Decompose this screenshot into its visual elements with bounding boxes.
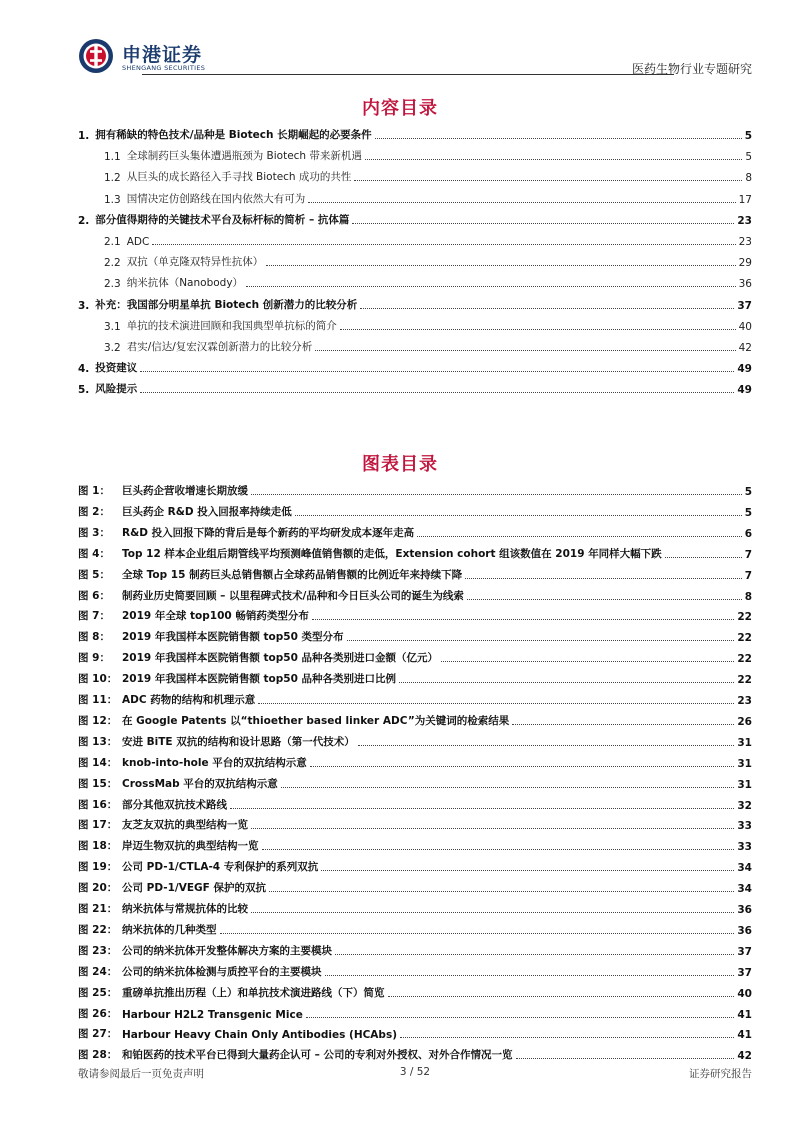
entry-leader	[315, 350, 735, 351]
figure-entry[interactable]	[78, 835, 752, 853]
toc-entry[interactable]	[78, 251, 752, 269]
entry-leader	[465, 578, 742, 579]
entry-leader	[262, 849, 735, 850]
figure-entry[interactable]	[78, 856, 752, 874]
entry-text: 公司 PD-1/VEGF 保护的双抗	[122, 882, 267, 895]
entry-text: 和铂医药的技术平台已得到大量药企认可 – 公司的专利对外授权、对外合作情况一览	[122, 1049, 513, 1062]
toc-entry[interactable]	[78, 124, 752, 142]
entry-leader	[360, 308, 734, 309]
entry-text: 友芝友双抗的典型结构一览	[122, 819, 248, 832]
entry-number: 2.3	[104, 278, 121, 291]
entry-leader	[375, 138, 742, 139]
entry-text: 岸迈生物双抗的典型结构一览	[122, 840, 259, 853]
entry-page: 8	[745, 172, 752, 185]
entry-leader	[306, 1017, 735, 1018]
entry-text: 君实/信达/复宏汉霖创新潜力的比较分析	[126, 341, 313, 353]
entry-leader	[467, 599, 742, 600]
toc-entry[interactable]	[78, 272, 752, 290]
entry-page: 31	[737, 736, 752, 749]
entry-page: 36	[737, 904, 752, 916]
entry-text: 公司 PD-1/CTLA-4 专利保护的系列双抗	[122, 861, 319, 874]
report-type: 医药生物行业专题研究	[631, 62, 752, 76]
entry-page: 36	[738, 278, 752, 291]
entry-text: 风险提示	[95, 383, 138, 396]
entry-page: 37	[737, 966, 752, 979]
entry-page: 49	[737, 384, 752, 397]
figure-entry[interactable]	[78, 1003, 752, 1021]
entry-leader	[321, 870, 734, 871]
entry-number: 图 9：	[78, 652, 110, 665]
entry-number: 2.1	[104, 236, 121, 248]
entry-page: 23	[737, 695, 752, 707]
entry-page: 40	[737, 987, 752, 1000]
entry-number: 图 19：	[78, 861, 118, 874]
figure-entry[interactable]	[78, 647, 752, 665]
logo-chinese-name: 申港证券	[122, 44, 203, 66]
entry-page: 33	[737, 841, 752, 854]
figure-entry[interactable]	[78, 564, 752, 582]
entry-leader	[281, 787, 735, 788]
figure-entry[interactable]	[78, 731, 752, 749]
entry-text: 全球 Top 15 制药巨头总销售额占全球药品销售额的比例近年来持续下降	[122, 568, 463, 581]
entry-number: 图 12：	[78, 714, 118, 727]
entry-leader	[251, 828, 734, 829]
entry-page: 5	[744, 486, 752, 498]
entry-page: 22	[737, 674, 752, 687]
entry-number: 图 23：	[78, 944, 118, 957]
toc-entry[interactable]	[78, 294, 752, 312]
entry-page: 42	[737, 1050, 752, 1063]
entry-text: 从巨头的成长路径入手寻找 Biotech 成功的共性	[126, 171, 352, 184]
entry-number: 1.	[78, 130, 90, 142]
entry-leader	[258, 703, 734, 704]
entry-leader	[230, 808, 734, 809]
entry-text: 公司的纳米抗体检测与质控平台的主要模块	[122, 965, 322, 978]
figure-entry[interactable]	[78, 585, 752, 603]
entry-leader	[347, 640, 735, 641]
toc-entry[interactable]	[78, 230, 752, 248]
toc-entry[interactable]	[78, 166, 752, 184]
entry-leader	[516, 1058, 735, 1059]
entry-page: 7	[744, 548, 752, 561]
entry-leader	[352, 223, 734, 224]
entry-number: 图 6：	[78, 589, 110, 602]
entry-page: 36	[737, 924, 752, 937]
entry-page: 23	[738, 236, 752, 248]
entry-number: 2.2	[104, 257, 121, 270]
entry-page: 8	[744, 590, 752, 603]
toc-entry[interactable]	[78, 378, 752, 396]
entry-leader	[335, 954, 734, 955]
entry-leader	[140, 392, 734, 393]
entry-leader	[310, 766, 735, 767]
figure-entry[interactable]	[78, 689, 752, 707]
entry-number: 图 8：	[78, 631, 110, 644]
disclaimer-note: 敬请参阅最后一页免责声明	[78, 1068, 204, 1080]
entry-page: 5	[744, 506, 752, 519]
entry-page: 41	[737, 1008, 752, 1021]
entry-text: R&D 投入回报下降的背后是每个新药的平均研发成本逐年走高	[122, 526, 415, 539]
entry-page: 42	[738, 342, 752, 354]
toc-entry[interactable]	[78, 336, 752, 354]
entry-text: Harbour Heavy Chain Only Antibodies (HCAbs)	[122, 1029, 397, 1042]
figure-entry[interactable]	[78, 1044, 752, 1062]
entry-page: 6	[744, 527, 752, 540]
logo-english-name: SHENGANG SECURITIES	[122, 64, 206, 72]
entry-page: 34	[737, 883, 752, 896]
figure-entry[interactable]	[78, 877, 752, 895]
entry-number: 图 27：	[78, 1028, 118, 1041]
entry-number: 1.1	[104, 151, 121, 164]
entry-number: 图 26：	[78, 1007, 118, 1020]
entry-number: 图 15：	[78, 777, 118, 790]
entry-leader	[295, 515, 742, 516]
entry-leader	[388, 996, 735, 997]
entry-number: 图 7：	[78, 610, 110, 623]
entry-leader	[251, 494, 742, 495]
entry-page: 17	[738, 193, 752, 206]
entry-page: 22	[737, 632, 752, 645]
entry-text: 公司的纳米抗体开发整体解决方案的主要模块	[122, 944, 332, 957]
entry-number: 图 28：	[78, 1049, 118, 1062]
entry-number: 图 16：	[78, 798, 118, 811]
figure-entry[interactable]	[78, 814, 752, 832]
entry-number: 3.1	[104, 320, 121, 333]
toc-entry[interactable]	[78, 188, 752, 206]
page-footer	[78, 1066, 752, 1082]
entry-page: 29	[738, 257, 752, 270]
entry-text: 在 Google Patents 以“thioether based linker ADC”为关键词的检索结果	[122, 714, 510, 727]
entry-page: 7	[744, 569, 752, 582]
entry-page: 31	[737, 778, 752, 791]
entry-page: 23	[737, 214, 752, 227]
entry-text: Harbour H2L2 Transgenic Mice	[122, 1008, 303, 1021]
entry-leader	[417, 536, 742, 537]
figure-entry[interactable]	[78, 898, 752, 916]
entry-number: 3.2	[104, 342, 121, 354]
doc-type: 证券研究报告	[689, 1068, 752, 1080]
entry-number: 图 2：	[78, 505, 110, 518]
entry-number: 3.	[78, 299, 90, 312]
entry-text: CrossMab 平台的双抗结构示意	[122, 777, 278, 790]
shengang-logo-icon	[78, 38, 114, 74]
contents-title: 内容目录	[362, 98, 438, 119]
entry-page: 22	[737, 653, 752, 666]
entry-leader	[354, 180, 742, 181]
toc-entry[interactable]	[78, 145, 752, 163]
entry-number: 图 10：	[78, 673, 118, 686]
entry-text: 制药业历史简要回顾 – 以里程碑式技术/品种和今日巨头公司的诞生为线索	[122, 589, 464, 602]
entry-leader	[365, 159, 742, 160]
figure-entry[interactable]	[78, 522, 752, 540]
entry-text: 重磅单抗推出历程（上）和单抗技术演进路线（下）简览	[122, 986, 385, 999]
entry-leader	[441, 661, 734, 662]
entry-text: 2019 年我国样本医院销售额 top50 品种各类别进口金额（亿元）	[122, 652, 439, 665]
entry-leader	[266, 265, 735, 266]
entry-text: 补充：我国部分明星单抗 Biotech 创新潜力的比较分析	[95, 298, 358, 311]
figure-entry[interactable]	[78, 501, 752, 519]
entry-text: 巨头药企营收增速长期放缓	[122, 485, 248, 497]
header-divider	[142, 74, 674, 75]
entry-number: 图 11：	[78, 694, 118, 706]
entry-number: 图 17：	[78, 819, 118, 832]
entry-leader	[312, 619, 735, 620]
figure-entry[interactable]	[78, 773, 752, 791]
entry-number: 图 14：	[78, 756, 118, 769]
entry-leader	[220, 933, 735, 934]
entry-page: 41	[737, 1029, 752, 1042]
figure-entry[interactable]	[78, 543, 752, 561]
entry-number: 图 3：	[78, 526, 110, 539]
entry-leader	[512, 724, 734, 725]
entry-text: 安进 BiTE 双抗的结构和设计思路（第一代技术）	[122, 735, 355, 748]
entry-number: 图 24：	[78, 965, 118, 978]
entry-page: 5	[745, 151, 752, 164]
entry-page: 37	[737, 299, 752, 312]
entry-text: 部分其他双抗技术路线	[122, 798, 227, 811]
entry-number: 4.	[78, 363, 90, 376]
entry-text: 国情决定仿创路线在国内依然大有可为	[126, 192, 306, 205]
figure-entry[interactable]	[78, 794, 752, 812]
figures-title: 图表目录	[362, 454, 438, 475]
entry-leader	[358, 745, 735, 746]
entry-page: 40	[738, 320, 752, 333]
entry-text: 2019 年全球 top100 畅销药类型分布	[122, 610, 309, 623]
entry-page: 34	[737, 862, 752, 875]
entry-text: 部分值得期待的关键技术平台及标杆标的简析 – 抗体篇	[95, 213, 350, 226]
entry-number: 图 25：	[78, 986, 118, 999]
toc-entry[interactable]	[78, 315, 752, 333]
figure-entry[interactable]	[78, 710, 752, 728]
entry-leader	[308, 202, 735, 203]
entry-text: 拥有稀缺的特色技术/品种是 Biotech 长期崛起的必要条件	[95, 129, 372, 141]
toc-entry[interactable]	[78, 209, 752, 227]
entry-text: ADC 药物的结构和机理示意	[122, 694, 256, 706]
figure-entry[interactable]	[78, 961, 752, 979]
entry-leader	[269, 891, 734, 892]
figure-entry[interactable]	[78, 480, 752, 498]
figure-entry[interactable]	[78, 919, 752, 937]
entry-text: 纳米抗体的几种类型	[122, 923, 217, 936]
entry-text: 2019 年我国样本医院销售额 top50 品种各类别进口比例	[122, 673, 397, 686]
entry-number: 图 18：	[78, 840, 118, 853]
toc-entry[interactable]	[78, 357, 752, 375]
entry-text: 投资建议	[95, 362, 138, 375]
figure-entry[interactable]	[78, 668, 752, 686]
entry-text: 2019 年我国样本医院销售额 top50 类型分布	[122, 631, 344, 644]
entry-leader	[246, 286, 736, 287]
figure-entry[interactable]	[78, 940, 752, 958]
entry-leader	[400, 1037, 734, 1038]
entry-leader	[325, 975, 735, 976]
entry-page: 49	[737, 363, 752, 376]
entry-page: 5	[744, 130, 752, 142]
entry-number: 1.2	[104, 172, 121, 185]
entry-text: Top 12 样本企业组后期管线平均预测峰值销售额的走低，Extension cohort 组该数值在 2019 年同样大幅下跌	[122, 547, 662, 560]
entry-text: 全球制药巨头集体遭遇瓶颈为 Biotech 带来新机遇	[126, 150, 362, 163]
figure-entry[interactable]	[78, 982, 752, 1000]
entry-text: 巨头药企 R&D 投入回报率持续走低	[122, 505, 292, 518]
entry-page: 26	[737, 715, 752, 728]
entry-text: 双抗（单克隆双特异性抗体）	[126, 256, 264, 269]
entry-text: ADC	[126, 236, 150, 248]
entry-text: 纳米抗体（Nanobody）	[126, 277, 244, 290]
entry-number: 1.3	[104, 193, 121, 206]
figure-entry[interactable]	[78, 605, 752, 623]
entry-page: 32	[737, 799, 752, 812]
entry-page: 33	[737, 820, 752, 833]
entry-number: 2.	[78, 214, 90, 227]
entry-leader	[399, 682, 734, 683]
entry-leader	[251, 912, 734, 913]
figure-entry[interactable]	[78, 1023, 752, 1041]
entry-number: 5.	[78, 384, 90, 397]
entry-number: 图 4：	[78, 547, 110, 560]
entry-page: 37	[737, 945, 752, 958]
figure-entry[interactable]	[78, 752, 752, 770]
entry-text: knob-into-hole 平台的双抗结构示意	[122, 756, 307, 769]
entry-text: 纳米抗体与常规抗体的比较	[122, 903, 248, 915]
entry-number: 图 21：	[78, 903, 118, 915]
page-number: 3 / 52	[399, 1066, 431, 1078]
entry-text: 单抗的技术演进回顾和我国典型单抗标的简介	[126, 319, 337, 332]
entry-number: 图 5：	[78, 568, 110, 581]
entry-number: 图 22：	[78, 923, 118, 936]
entry-page: 22	[737, 611, 752, 624]
entry-leader	[665, 557, 742, 558]
entry-leader	[340, 329, 736, 330]
entry-number: 图 1：	[78, 485, 110, 497]
entry-page: 31	[737, 757, 752, 770]
entry-number: 图 20：	[78, 882, 118, 895]
entry-leader	[152, 244, 735, 245]
entry-leader	[140, 371, 734, 372]
figure-entry[interactable]	[78, 626, 752, 644]
entry-number: 图 13：	[78, 735, 118, 748]
